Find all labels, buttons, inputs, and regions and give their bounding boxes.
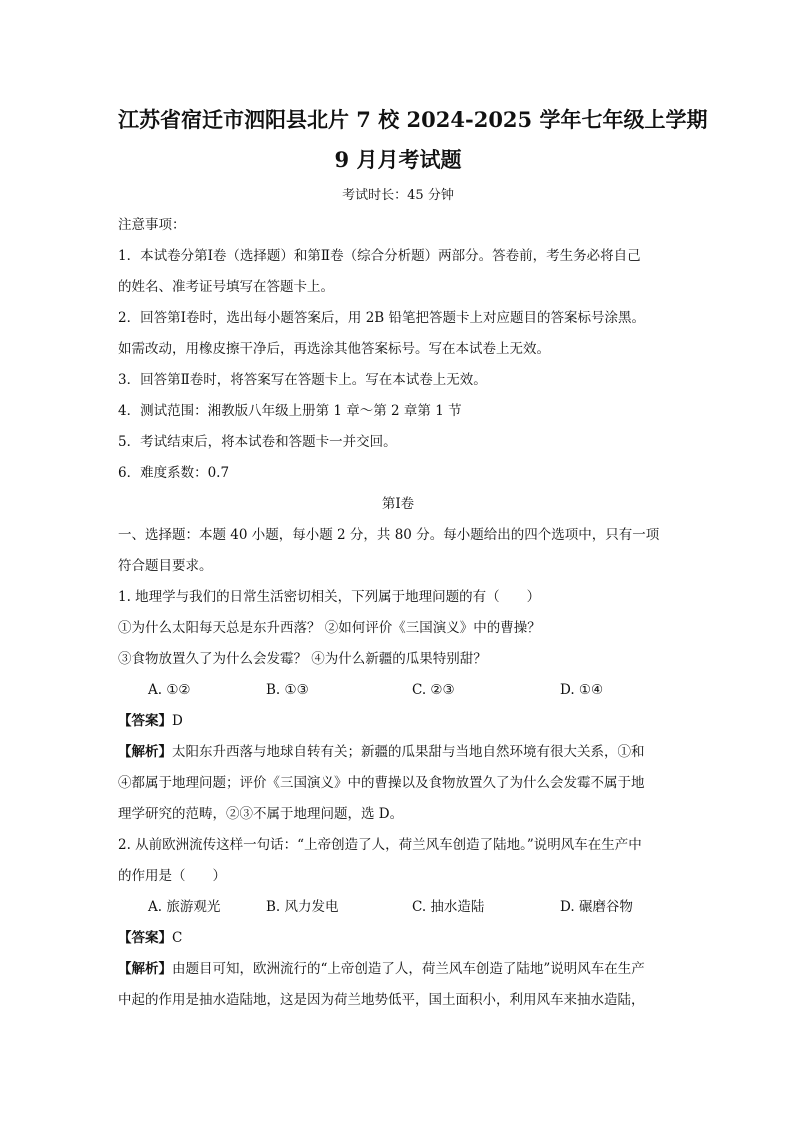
analysis-label: 【解析】 [118,744,172,760]
note-line: 的姓名、准考证号填写在答题卡上。 [118,279,334,295]
exam-title-line2: 9 月月考试题 [334,147,462,172]
question-1-statement: ①为什么太阳每天总是东升西落？ ②如何评价《三国演义》中的曹操？ [118,620,541,636]
note-line: 2．回答第Ⅰ卷时，选出每小题答案后，用 2B 铅笔把答题卡上对应题目的答案标号涂黑。 [118,310,646,326]
analysis-line: ④都属于地理问题；评价《三国演义》中的曹操以及食物放置久了为什么会发霉不属于地 [118,775,645,791]
answer-value: C [172,930,183,946]
section-title: 第Ⅰ卷 [381,496,415,512]
note-line: 1．本试卷分第Ⅰ卷（选择题）和第Ⅱ卷（综合分析题）两部分。答卷前，考生务必将自己 [118,248,641,264]
analysis-label: 【解析】 [118,961,172,977]
note-line: 如需改动，用橡皮擦干净后，再选涂其他答案标号。写在本试卷上无效。 [118,341,550,357]
answer-label: 【答案】 [118,713,172,729]
analysis-line: 中起的作用是抽水造陆地，这是因为荷兰地势低平，国土面积小，利用风车来抽水造陆， [118,992,645,1008]
section-intro: 符合题目要求。 [118,558,213,574]
exam-page [118,100,708,1016]
note-line: 5．考试结束后，将本试卷和答题卡一并交回。 [118,434,397,450]
notes-heading: 注意事项： [118,217,186,233]
option-a: A. ①② [148,682,191,698]
answer-value: D [172,713,183,729]
question-2-stem-cont: 的作用是（ ） [118,868,226,884]
option-d: D. ①④ [560,682,604,698]
option-d: D. 碾磨谷物 [560,899,633,915]
analysis-text: 太阳东升西落与地球自转有关；新疆的瓜果甜与当地自然环境有很大关系，①和 [172,744,645,760]
exam-duration: 考试时长：45 分钟 [342,188,454,203]
question-2-answer [118,923,678,954]
note-line: 6．难度系数：0.7 [118,465,230,481]
option-b: B. 风力发电 [266,899,339,915]
question-2-stem: 2. 从前欧洲流传这样一句话：“上帝创造了人，荷兰风车创造了陆地。”说明风车在生产中 [118,837,642,853]
question-1-options [118,675,678,706]
question-1-statement: ③食物放置久了为什么会发霉？ ④为什么新疆的瓜果特别甜？ [118,651,487,667]
option-c: C. ②③ [412,682,455,698]
section-intro: 一、选择题：本题 40 小题，每小题 2 分，共 80 分。每小题给出的四个选项中，只有一项 [118,527,660,543]
question-1-analysis [118,737,678,768]
option-b: B. ①③ [266,682,309,698]
option-c: C. 抽水造陆 [412,899,485,915]
note-line: 4．测试范围：湘教版八年级上册第 1 章～第 2 章第 1 节 [118,403,462,419]
exam-title-line1: 江苏省宿迁市泗阳县北片 7 校 2024-2025 学年七年级上学期 [118,107,708,132]
question-1-answer [118,706,678,737]
note-line: 3．回答第Ⅱ卷时，将答案写在答题卡上。写在本试卷上无效。 [118,372,487,388]
analysis-text: 由题目可知，欧洲流行的“上帝创造了人，荷兰风车创造了陆地”说明风车在生产 [172,961,645,977]
question-1-stem: 1. 地理学与我们的日常生活密切相关，下列属于地理问题的有（ ） [118,589,541,605]
option-a: A. 旅游观光 [148,899,221,915]
question-2-analysis [118,954,678,985]
analysis-line: 理学研究的范畴，②③不属于地理问题，选 D。 [118,806,404,822]
answer-label: 【答案】 [118,930,172,946]
question-2-options [118,892,678,923]
